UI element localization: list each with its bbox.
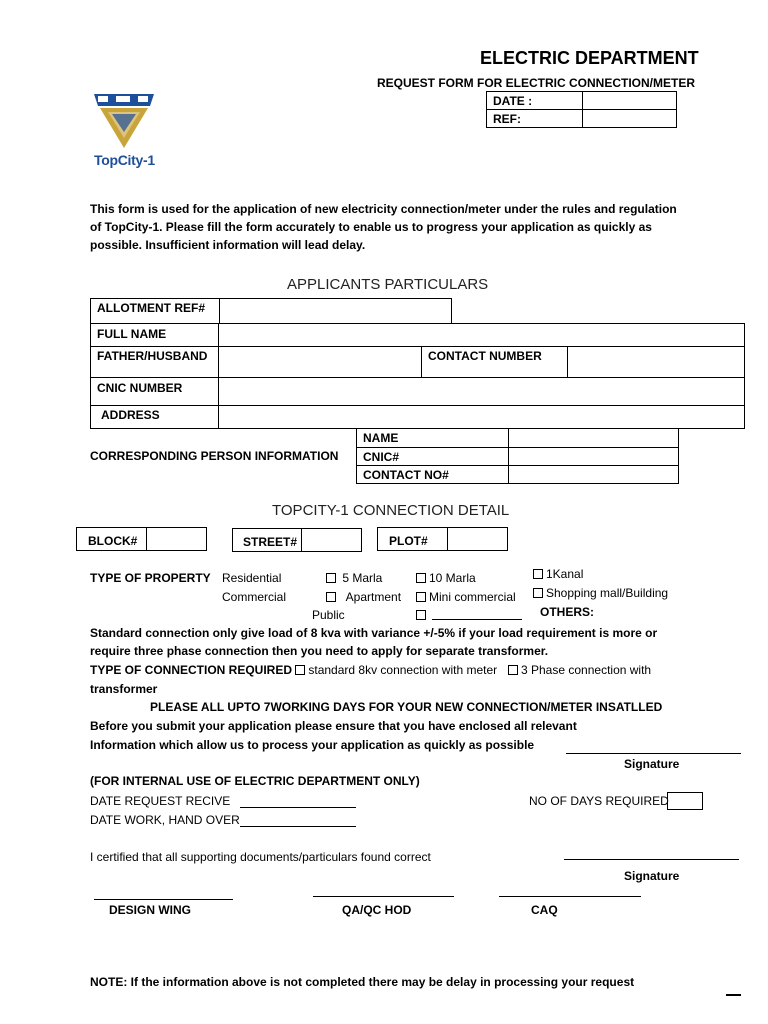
corr-contact-label: CONTACT NO# [357, 466, 509, 484]
others-label: OTHERS: [540, 605, 594, 619]
connection-type-label: TYPE OF CONNECTION REQUIRED [90, 663, 293, 677]
corr-cnic-field[interactable] [509, 448, 679, 466]
checkbox-icon[interactable] [416, 610, 426, 620]
contact-number-label: CONTACT NUMBER [428, 349, 542, 363]
checkbox-icon[interactable] [508, 665, 518, 675]
col-divider [421, 346, 422, 377]
load-note-line-2: require three phase connection then you need to apply for separate transformer. [90, 644, 549, 658]
plot-field[interactable] [447, 527, 508, 551]
date-field[interactable] [583, 92, 677, 110]
checkbox-icon[interactable] [533, 588, 543, 598]
date-handover-label: DATE WORK, HAND OVER [90, 813, 240, 827]
checkbox-icon[interactable] [295, 665, 305, 675]
date-ref-table [486, 91, 677, 128]
contact-number-field[interactable] [569, 347, 744, 376]
block-field[interactable] [146, 527, 207, 551]
qa-qc-line[interactable] [313, 896, 454, 897]
date-label: DATE : [487, 92, 583, 110]
public-label: Public [312, 608, 345, 622]
corr-contact-field[interactable] [509, 466, 679, 484]
corresponding-table [356, 428, 679, 484]
officer-signature-line[interactable] [564, 859, 739, 860]
qa-qc-label: QA/QC HOD [342, 903, 412, 917]
checkbox-icon[interactable] [326, 592, 336, 602]
design-wing-line[interactable] [94, 899, 233, 900]
date-received-line[interactable] [240, 807, 356, 808]
street-field[interactable] [301, 528, 362, 552]
three-phase-option[interactable]: 3 Phase connection with [508, 663, 651, 677]
address-label: ADDRESS [101, 408, 160, 422]
full-name-label: FULL NAME [97, 327, 167, 341]
officer-signature-label: Signature [624, 869, 680, 883]
footer-note: NOTE: If the information above is not completed there may be delay in processing your request [90, 975, 635, 989]
ref-label: REF: [487, 110, 583, 128]
connection-type-row [90, 663, 497, 677]
father-husband-field[interactable] [220, 347, 420, 376]
department-title: ELECTRIC DEPARTMENT [480, 48, 699, 68]
footer-rule [726, 994, 741, 996]
design-wing-label: DESIGN WING [109, 903, 192, 917]
option-10-marla[interactable]: 10 Marla [416, 571, 476, 585]
cnic-number-label: CNIC NUMBER [97, 381, 183, 395]
connection-heading: TOPCITY-1 CONNECTION DETAIL [272, 502, 510, 519]
applicants-heading: APPLICANTS PARTICULARS [287, 276, 489, 293]
property-type-label: TYPE OF PROPERTY [90, 571, 211, 585]
days-required-field[interactable] [667, 792, 703, 810]
load-note-line-1: Standard connection only give load of 8 kva with variance +/-5% if your load requirement is more or [90, 626, 658, 640]
plot-label: PLOT# [389, 534, 428, 548]
col-divider [567, 346, 568, 377]
commercial-label: Commercial [222, 590, 287, 604]
public-blank-line[interactable] [432, 619, 522, 620]
option-apartment[interactable]: Apartment [326, 590, 401, 604]
block-label: BLOCK# [88, 534, 138, 548]
topcity-logo [88, 88, 160, 174]
option-public-other[interactable] [416, 608, 429, 622]
address-field[interactable] [220, 406, 744, 428]
caq-label: CAQ [531, 903, 558, 917]
cnic-number-field[interactable] [220, 378, 744, 404]
transformer-text: transformer [90, 682, 158, 696]
corr-name-field[interactable] [509, 429, 679, 448]
logo-emblem-icon [88, 88, 160, 154]
intro-line-1: This form is used for the application of new electricity connection/meter under the rules and regulation [90, 202, 677, 216]
certification-text: I certified that all supporting documents/particulars found correct [90, 850, 431, 864]
notice-line-2: Information which allow us to process your application as quickly as possible [90, 738, 535, 752]
date-received-label: DATE REQUEST RECIVE [90, 794, 231, 808]
logo-text: TopCity-1 [94, 152, 155, 168]
corresponding-label: CORRESPONDING PERSON INFORMATION [90, 449, 339, 463]
full-name-field[interactable] [220, 324, 744, 345]
col-divider [218, 323, 219, 429]
notice-line-1: Before you submit your application please ensure that you have enclosed all relevant [90, 719, 577, 733]
applicant-signature-label: Signature [624, 757, 680, 771]
corr-cnic-label: CNIC# [357, 448, 509, 466]
ref-field[interactable] [583, 110, 677, 128]
caq-line[interactable] [499, 896, 641, 897]
working-days-notice: PLEASE ALL UPTO 7WORKING DAYS FOR YOUR NEW CONNECTION/METER INSATLLED [150, 700, 663, 714]
residential-label: Residential [222, 571, 282, 585]
allotment-field[interactable] [219, 298, 452, 324]
checkbox-icon[interactable] [416, 592, 426, 602]
corr-name-label: NAME [357, 429, 509, 448]
allotment-label: ALLOTMENT REF# [97, 301, 205, 315]
checkbox-icon[interactable] [416, 573, 426, 583]
form-title: REQUEST FORM FOR ELECTRIC CONNECTION/METER [377, 76, 695, 90]
date-handover-line[interactable] [240, 826, 356, 827]
standard-connection-option[interactable]: standard 8kv connection with meter [308, 663, 498, 677]
option-shopping-mall[interactable]: Shopping mall/Building [533, 586, 668, 600]
applicant-signature-line[interactable] [566, 753, 741, 754]
street-label: STREET# [243, 535, 298, 549]
intro-line-2: of TopCity-1. Please fill the form accurately to enable us to progress your application as quickly as [90, 220, 652, 234]
option-5-marla[interactable]: 5 Marla [326, 571, 382, 585]
option-1-kanal[interactable]: 1Kanal [533, 567, 583, 581]
father-husband-label: FATHER/HUSBAND [97, 349, 208, 363]
internal-heading: (FOR INTERNAL USE OF ELECTRIC DEPARTMENT ONLY) [90, 774, 420, 788]
checkbox-icon[interactable] [326, 573, 336, 583]
option-mini-commercial[interactable]: Mini commercial [416, 590, 516, 604]
intro-line-3: possible. Insufficient information will lead delay. [90, 238, 366, 252]
checkbox-icon[interactable] [533, 569, 543, 579]
days-required-label: NO OF DAYS REQUIRED [529, 794, 669, 808]
